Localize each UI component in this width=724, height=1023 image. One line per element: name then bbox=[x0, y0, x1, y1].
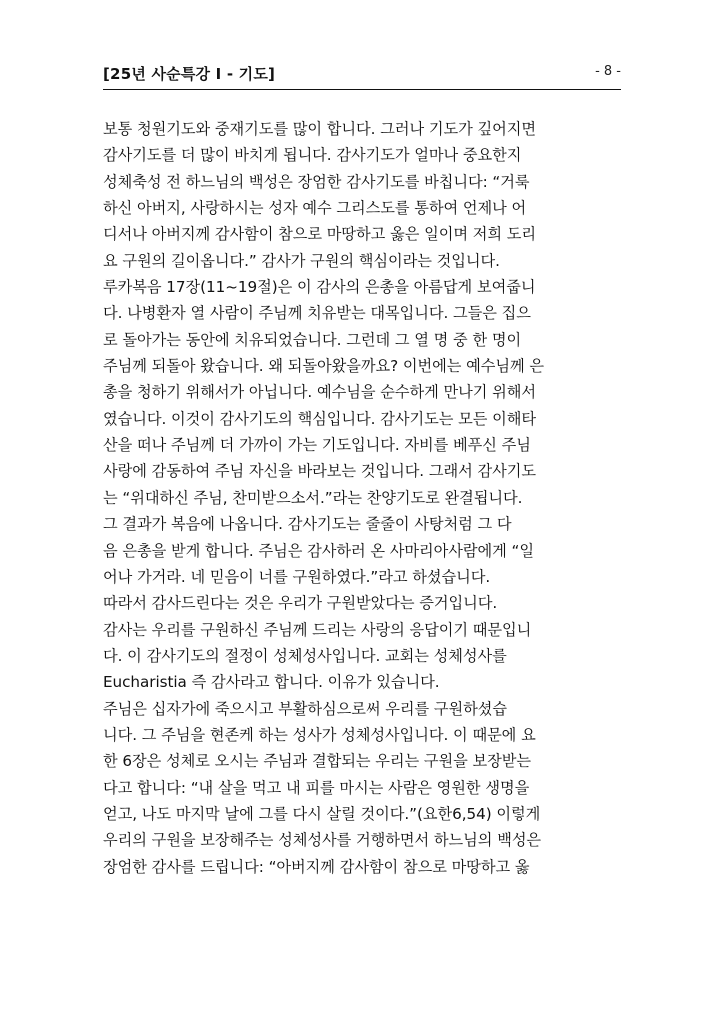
body-text bbox=[103, 116, 621, 880]
text-line: 한 6장은 성체로 오시는 주님과 결합되는 우리는 구원을 보장받는 bbox=[103, 752, 531, 771]
text-line: 하신 아버지, 사랑하시는 성자 예수 그리스도를 통하여 언제나 어 bbox=[103, 199, 527, 218]
text-line: 음 은총을 받게 합니다. 주님은 감사하러 온 사마리아사람에게 “일 bbox=[103, 541, 534, 560]
text-line: 디서나 아버지께 감사함이 참으로 마땅하고 옳은 일이며 저희 도리 bbox=[103, 225, 536, 244]
text-line: 성체축성 전 하느님의 백성은 장엄한 감사기도를 바칩니다: “거룩 bbox=[103, 172, 530, 191]
text-line: 루카복음 17장(11~19절)은 이 감사의 은총을 아름답게 보여줍니 bbox=[103, 278, 536, 297]
text-line: 요 구원의 길이옵니다.” 감사가 구원의 핵심이라는 것입니다. bbox=[103, 251, 500, 270]
text-line: 보통 청원기도와 중재기도를 많이 합니다. 그러나 기도가 깊어지면 bbox=[103, 120, 536, 138]
text-line: 사랑에 감동하여 주님 자신을 바라보는 것입니다. 그래서 감사기도 bbox=[103, 462, 536, 481]
text-line: 우리의 구원을 보장해주는 성체성사를 거행하면서 하느님의 백성은 bbox=[103, 831, 542, 850]
text-line: 어나 가거라. 네 믿음이 너를 구원하였다.”라고 하셨습니다. bbox=[103, 567, 491, 586]
text-line: 감사는 우리를 구원하신 주님께 드리는 사랑의 응답이기 때문입니 bbox=[103, 620, 532, 639]
header-title: [25년 사순특강 Ⅰ - 기도] bbox=[103, 65, 276, 83]
text-line: Eucharistia 즉 감사라고 합니다. 이유가 있습니다. bbox=[103, 673, 440, 692]
text-line: 따라서 감사드린다는 것은 우리가 구원받았다는 증거입니다. bbox=[103, 594, 498, 613]
text-line: 다고 합니다: “내 살을 먹고 내 피를 마시는 사람은 영원한 생명을 bbox=[103, 778, 530, 797]
page-number: - 8 - bbox=[595, 64, 621, 79]
text-line: 주님은 십자가에 죽으시고 부활하심으로써 우리를 구원하셨습 bbox=[103, 699, 508, 718]
text-line: 다. 나병환자 열 사람이 주님께 치유받는 대목입니다. 그들은 집으 bbox=[103, 304, 531, 323]
text-line: 그 결과가 복음에 나옵니다. 감사기도는 줄줄이 사탕처럼 그 다 bbox=[103, 515, 512, 534]
text-line: 총을 청하기 위해서가 아닙니다. 예수님을 순수하게 만나기 위해서 bbox=[103, 383, 536, 402]
header-divider bbox=[103, 89, 621, 90]
text-line: 다. 이 감사기도의 절정이 성체성사입니다. 교회는 성체성사를 bbox=[103, 646, 507, 665]
text-line: 로 돌아가는 동안에 치유되었습니다. 그런데 그 열 명 중 한 명이 bbox=[103, 330, 522, 349]
text-line: 였습니다. 이것이 감사기도의 핵심입니다. 감사기도는 모든 이해타 bbox=[103, 409, 536, 428]
text-line: 니다. 그 주님을 현존케 하는 성사가 성체성사입니다. 이 때문에 요 bbox=[103, 725, 536, 744]
text-line: 주님께 되돌아 왔습니다. 왜 되돌아왔을까요? 이번에는 예수님께 은 bbox=[103, 357, 545, 376]
page-header bbox=[103, 63, 621, 87]
text-line: 산을 떠나 주님께 더 가까이 가는 기도입니다. 자비를 베푸신 주님 bbox=[103, 436, 531, 455]
text-line: 얻고, 나도 마지막 날에 그를 다시 살릴 것이다.”(요한6,54) 이렇게 bbox=[103, 804, 541, 823]
text-line: 감사기도를 더 많이 바치게 됩니다. 감사기도가 얼마나 중요한지 bbox=[103, 146, 522, 165]
text-line: 장엄한 감사를 드립니다: “아버지께 감사함이 참으로 마땅하고 옳 bbox=[103, 857, 530, 876]
text-line: 는 “위대하신 주님, 찬미받으소서.”라는 찬양기도로 완결됩니다. bbox=[103, 488, 523, 507]
